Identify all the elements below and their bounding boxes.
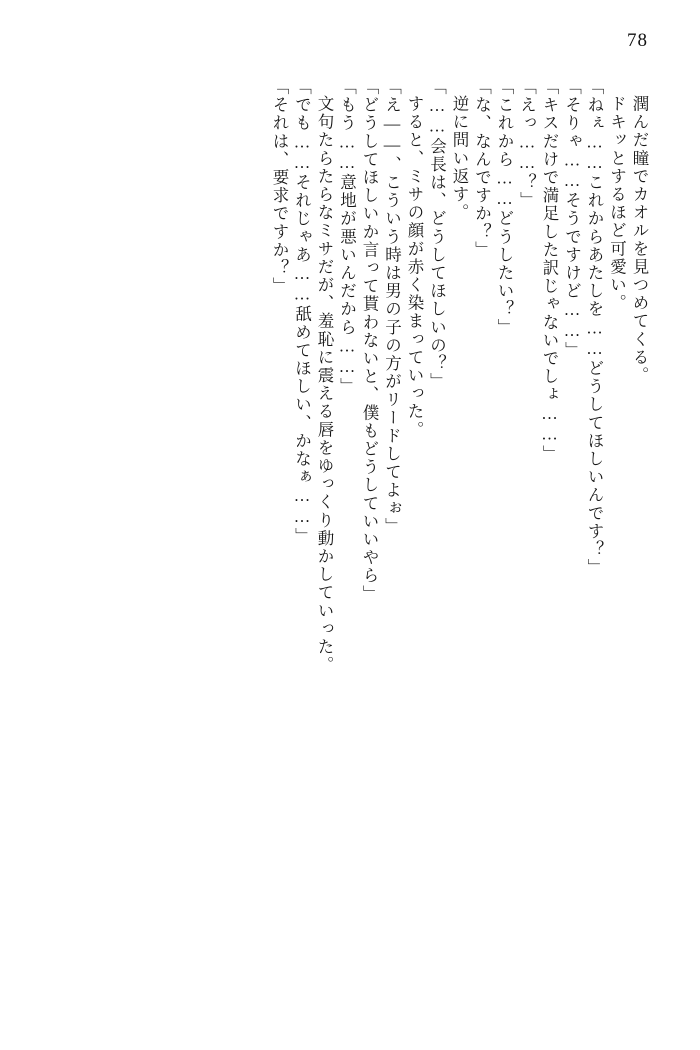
text-line: 「でも……それじゃあ……舐めてほしい、かなぁ……」 — [292, 78, 312, 546]
text-line: 「どうしてほしいか言って貰わないと、僕もどうしていいやら」 — [360, 78, 379, 603]
text-line: 「そりゃ……そうですけど……」 — [562, 78, 582, 360]
text-line: すると、ミサの顔が赤く染まっていった。 — [405, 95, 424, 439]
text-line: 「え――、こういう時は男の子の方がリードしてよぉ」 — [382, 78, 402, 536]
text-line: 潤んだ瞳でカオルを見つめてくる。 — [630, 95, 649, 385]
text-line: 「これから……どうしたい？」 — [495, 78, 514, 337]
text-line: 逆に問い返す。 — [450, 95, 469, 222]
text-line: ドキッとするほど可愛い。 — [607, 95, 627, 313]
text-line: 文句たらたらなミサだが、羞恥に震える唇をゆっくり動かしていった。 — [315, 95, 334, 675]
page-number: 78 — [627, 30, 648, 51]
text-line: 「もう……意地が悪いんだから……」 — [337, 78, 357, 396]
text-line: 「それは、要求ですか？」 — [270, 78, 289, 296]
text-line: 「キスだけで満足した訳じゃないでしょ……」 — [540, 78, 559, 464]
text-line: 「ねぇ……これからあたしを……どうしてほしいんです？」 — [585, 78, 604, 577]
text-line: 「……会長は、どうしてほしいの？」 — [427, 78, 447, 391]
vertical-text-block — [58, 78, 648, 1008]
text-line: 「えっ……？」 — [517, 78, 537, 210]
text-line: 「な、なんですか？」 — [472, 78, 492, 259]
